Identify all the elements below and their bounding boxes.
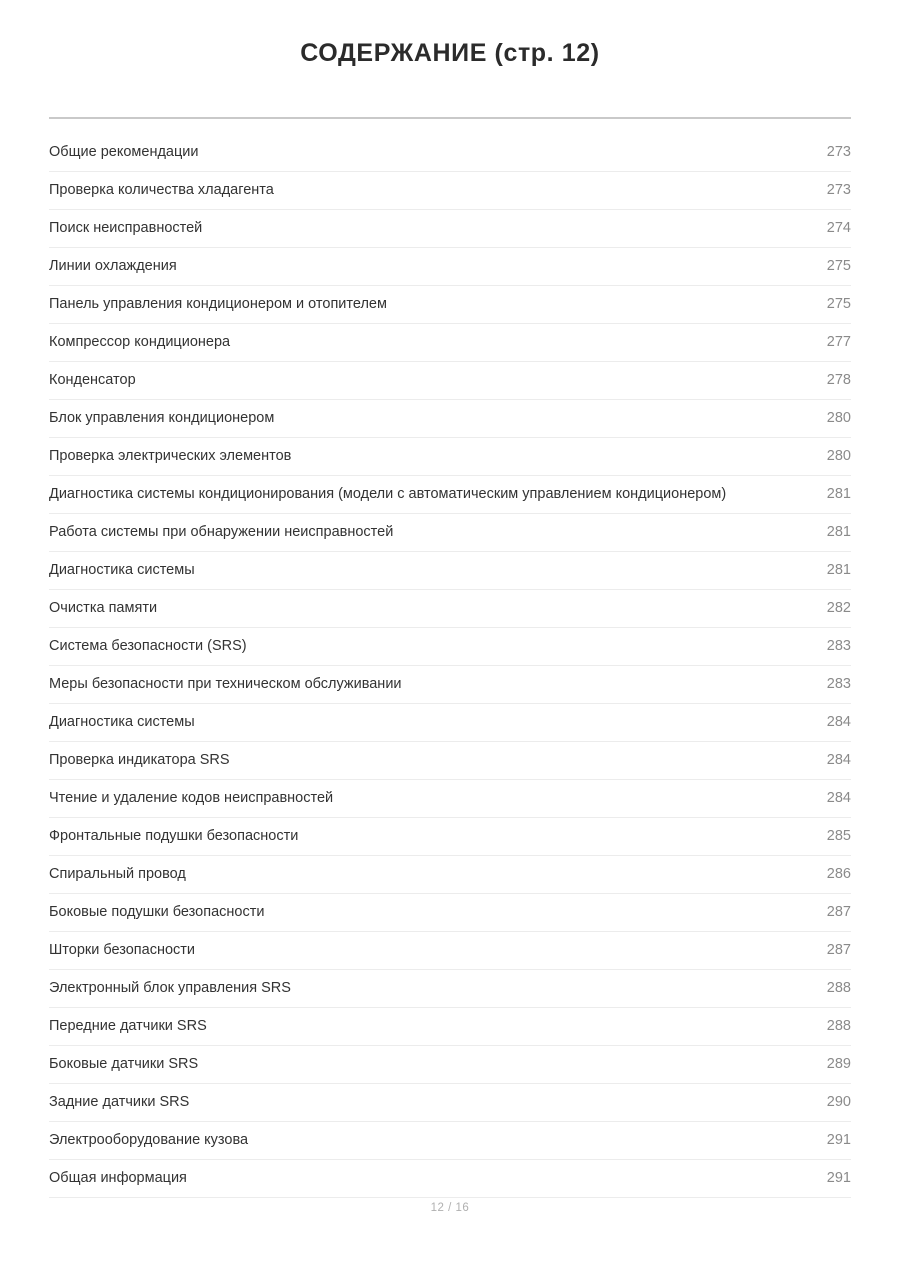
toc-list — [49, 119, 851, 1198]
toc-entry[interactable] — [49, 818, 851, 856]
toc-entry-page-number: 273 — [826, 182, 851, 198]
toc-entry[interactable] — [49, 210, 851, 248]
toc-entry-page-number: 275 — [826, 296, 851, 312]
toc-entry[interactable] — [49, 894, 851, 932]
toc-entry-label: Диагностика системы — [49, 562, 195, 578]
toc-entry-label: Спиральный провод — [49, 866, 186, 882]
toc-entry-label: Линии охлаждения — [49, 258, 177, 274]
toc-entry[interactable] — [49, 590, 851, 628]
toc-entry[interactable] — [49, 514, 851, 552]
toc-entry-page-number: 282 — [826, 600, 851, 616]
toc-entry-label: Электронный блок управления SRS — [49, 980, 291, 996]
toc-entry-page-number: 284 — [826, 790, 851, 806]
toc-entry-page-number: 275 — [826, 258, 851, 274]
toc-entry[interactable] — [49, 1084, 851, 1122]
toc-entry[interactable] — [49, 780, 851, 818]
toc-entry[interactable] — [49, 248, 851, 286]
page-footer — [0, 1198, 900, 1262]
toc-entry-label: Очистка памяти — [49, 600, 158, 616]
toc-entry-page-number: 283 — [826, 676, 851, 692]
toc-entry-label: Панель управления кондиционером и отопителем — [49, 296, 387, 312]
toc-entry-label: Меры безопасности при техническом обслуживании — [49, 676, 402, 692]
toc-entry-page-number: 284 — [826, 752, 851, 768]
toc-entry-page-number: 280 — [826, 410, 851, 426]
toc-entry-label: Проверка количества хладагента — [49, 182, 274, 198]
toc-entry-label: Система безопасности (SRS) — [49, 638, 247, 654]
toc-entry[interactable] — [49, 476, 851, 514]
toc-entry-label: Компрессор кондиционера — [49, 334, 231, 350]
table-of-contents — [49, 68, 851, 1198]
toc-entry-label: Проверка индикатора SRS — [49, 752, 230, 768]
toc-entry-label: Общая информация — [49, 1170, 187, 1186]
toc-entry[interactable] — [49, 400, 851, 438]
toc-entry[interactable] — [49, 628, 851, 666]
toc-entry-page-number: 288 — [826, 1018, 851, 1034]
toc-entry[interactable] — [49, 970, 851, 1008]
toc-entry[interactable] — [49, 1008, 851, 1046]
toc-entry[interactable] — [49, 1122, 851, 1160]
toc-entry-label: Диагностика системы кондиционирования (модели с автоматическим управлением кондиционером) — [49, 486, 727, 502]
toc-entry[interactable] — [49, 666, 851, 704]
toc-entry-page-number: 281 — [826, 524, 851, 540]
toc-entry-label: Конденсатор — [49, 372, 136, 388]
toc-entry-label: Чтение и удаление кодов неисправностей — [49, 790, 334, 806]
toc-entry[interactable] — [49, 1160, 851, 1198]
toc-entry-label: Задние датчики SRS — [49, 1094, 190, 1110]
toc-entry[interactable] — [49, 438, 851, 476]
pagination-indicator: 12 / 16 — [430, 1202, 470, 1214]
toc-entry[interactable] — [49, 362, 851, 400]
toc-entry-label: Фронтальные подушки безопасности — [49, 828, 299, 844]
toc-entry-page-number: 291 — [826, 1170, 851, 1186]
toc-entry[interactable] — [49, 856, 851, 894]
toc-entry-label: Шторки безопасности — [49, 942, 196, 958]
toc-entry-page-number: 273 — [826, 144, 851, 160]
toc-entry-page-number: 289 — [826, 1056, 851, 1072]
toc-entry-page-number: 284 — [826, 714, 851, 730]
toc-entry-label: Блок управления кондиционером — [49, 410, 275, 426]
toc-entry-page-number: 280 — [826, 448, 851, 464]
toc-entry-page-number: 281 — [826, 486, 851, 502]
toc-entry-page-number: 277 — [826, 334, 851, 350]
page-title: СОДЕРЖАНИЕ (стр. 12) — [300, 39, 600, 67]
toc-entry-label: Поиск неисправностей — [49, 220, 203, 236]
toc-entry[interactable] — [49, 286, 851, 324]
toc-entry[interactable] — [49, 119, 851, 172]
toc-entry-page-number: 287 — [826, 904, 851, 920]
toc-entry-page-number: 281 — [826, 562, 851, 578]
toc-entry-label: Боковые подушки безопасности — [49, 904, 265, 920]
toc-entry-label: Диагностика системы — [49, 714, 195, 730]
toc-entry-label: Проверка электрических элементов — [49, 448, 292, 464]
toc-entry-page-number: 283 — [826, 638, 851, 654]
toc-entry[interactable] — [49, 552, 851, 590]
toc-entry-page-number: 291 — [826, 1132, 851, 1148]
toc-entry-page-number: 285 — [826, 828, 851, 844]
toc-entry-label: Общие рекомендации — [49, 144, 199, 160]
toc-entry-label: Электрооборудование кузова — [49, 1132, 249, 1148]
toc-entry-page-number: 274 — [826, 220, 851, 236]
toc-entry-page-number: 287 — [826, 942, 851, 958]
toc-entry[interactable] — [49, 742, 851, 780]
toc-entry[interactable] — [49, 324, 851, 362]
toc-entry-label: Боковые датчики SRS — [49, 1056, 199, 1072]
toc-entry-page-number: 278 — [826, 372, 851, 388]
toc-entry[interactable] — [49, 172, 851, 210]
toc-entry-page-number: 288 — [826, 980, 851, 996]
toc-entry-label: Передние датчики SRS — [49, 1018, 207, 1034]
toc-entry-page-number: 286 — [826, 866, 851, 882]
toc-entry[interactable] — [49, 704, 851, 742]
toc-entry-page-number: 290 — [826, 1094, 851, 1110]
toc-entry[interactable] — [49, 932, 851, 970]
toc-entry-label: Работа системы при обнаружении неисправностей — [49, 524, 394, 540]
toc-entry[interactable] — [49, 1046, 851, 1084]
